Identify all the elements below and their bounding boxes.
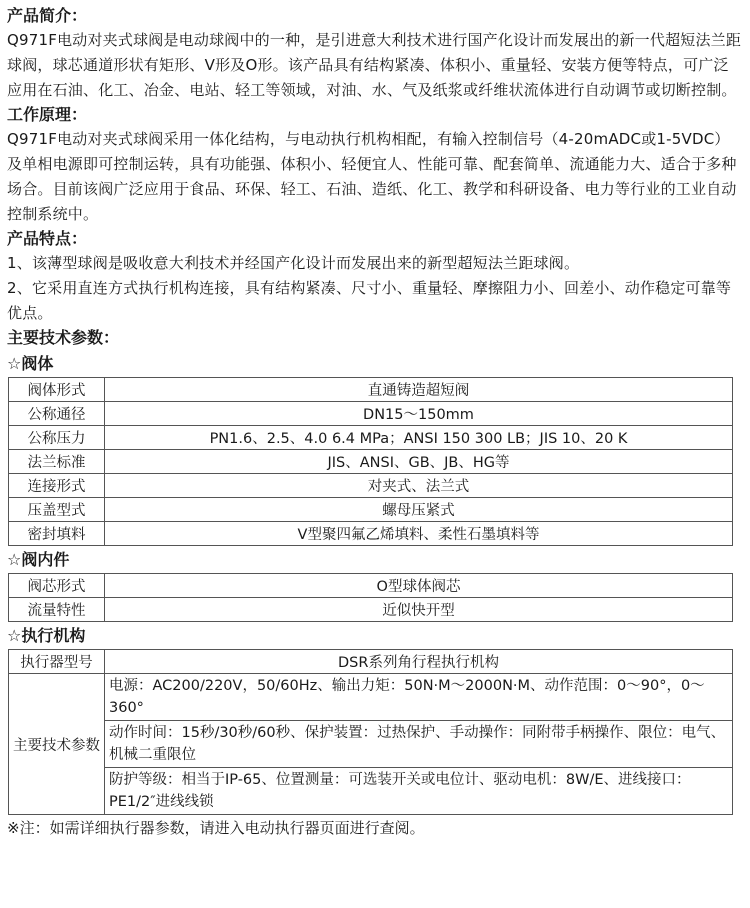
spec-key: 阀芯形式: [9, 574, 105, 598]
spec-value: 电源：AC200/220V，50/60Hz、输出力矩：50N·M～2000N·M、动作范围：0～90°，0～360°: [105, 674, 733, 721]
spec-value: 对夹式、法兰式: [105, 474, 733, 498]
spec-key: 流量特性: [9, 598, 105, 622]
spec-value: JIS、ANSI、GB、JB、HG等: [105, 450, 733, 474]
valve-body-table: [8, 377, 733, 546]
table-row: [9, 474, 733, 498]
table-row: [9, 378, 733, 402]
table-row: [9, 522, 733, 546]
feature-item-1: 1、该薄型球阀是吸收意大利技术并经国产化设计而发展出来的新型超短法兰距球阀。: [7, 254, 580, 272]
spec-key: 连接形式: [9, 474, 105, 498]
spec-value: 防护等级：相当于IP-65、位置测量：可选装开关或电位计、驱动电机：8W/E、进线接口：PE1/2″进线线锁: [105, 768, 733, 815]
spec-key: 主要技术参数: [9, 674, 105, 815]
spec-value: 近似快开型: [105, 598, 733, 622]
spec-key: 执行器型号: [9, 650, 105, 674]
table-row: [9, 498, 733, 522]
spec-value: DSR系列角行程执行机构: [105, 650, 733, 674]
table-row: [9, 574, 733, 598]
footnote: ※注：如需详细执行器参数，请进入电动执行器页面进行查阅。: [7, 819, 425, 837]
spec-key: 压盖型式: [9, 498, 105, 522]
valve-internals-table: [8, 573, 733, 622]
spec-value: 动作时间：15秒/30秒/60秒、保护装置：过热保护、手动操作：同附带手柄操作、限位：电气、机械二重限位: [105, 721, 733, 768]
features-heading: 产品特点：: [7, 229, 88, 248]
specs-heading: 主要技术参数：: [7, 328, 120, 347]
valve-body-heading: ☆阀体: [7, 354, 54, 373]
spec-key: 公称通径: [9, 402, 105, 426]
spec-value: 直通铸造超短阀: [105, 378, 733, 402]
table-row: [9, 721, 733, 768]
table-row: [9, 598, 733, 622]
spec-key: 公称压力: [9, 426, 105, 450]
table-row: [9, 650, 733, 674]
valve-internals-heading: ☆阀内件: [7, 550, 70, 569]
intro-text: Q971F电动对夹式球阀是电动球阀中的一种，是引进意大利技术进行国产化设计而发展出的新一代超短法兰距球阀，球芯通道形状有矩形、V形及O形。该产品具有结构紧凑、体积小、重量轻、安装方便等特点，可广泛应用在石油、化工、冶金、电站、轻工等领域，对油、水、气及纸浆或纤维状流体进行自动调节或切断控制。: [7, 31, 742, 99]
spec-key: 阀体形式: [9, 378, 105, 402]
feature-item-2: 2、它采用直连方式执行机构连接，具有结构紧凑、尺寸小、重量轻、摩擦阻力小、回差小、动作稳定可靠等优点。: [7, 279, 732, 322]
table-row: [9, 450, 733, 474]
spec-value: DN15～150mm: [105, 402, 733, 426]
intro-heading: 产品简介：: [7, 6, 88, 25]
spec-value: 螺母压紧式: [105, 498, 733, 522]
principle-text: Q971F电动对夹式球阀采用一体化结构，与电动执行机构相配，有输入控制信号（4-20mADC或1-5VDC）及单相电源即可控制运转，具有功能强、体积小、轻便宜人、性能可靠、配套简单、流通能力大、适合于多种场合。目前该阀广泛应用于食品、环保、轻工、石油、造纸、化工、教学和科研设备、电力等行业的工业自动控制系统中。: [7, 130, 737, 223]
principle-heading: 工作原理：: [7, 105, 88, 124]
spec-key: 密封填料: [9, 522, 105, 546]
table-row: [9, 674, 733, 721]
table-row: [9, 402, 733, 426]
spec-value: V型聚四氟乙烯填料、柔性石墨填料等: [105, 522, 733, 546]
table-row: [9, 768, 733, 815]
table-row: [9, 426, 733, 450]
actuator-table: [8, 649, 733, 815]
spec-key: 法兰标准: [9, 450, 105, 474]
actuator-heading: ☆执行机构: [7, 626, 86, 645]
spec-value: O型球体阀芯: [105, 574, 733, 598]
spec-value: PN1.6、2.5、4.0 6.4 MPa；ANSI 150 300 LB；JIS 10、20 K: [105, 426, 733, 450]
